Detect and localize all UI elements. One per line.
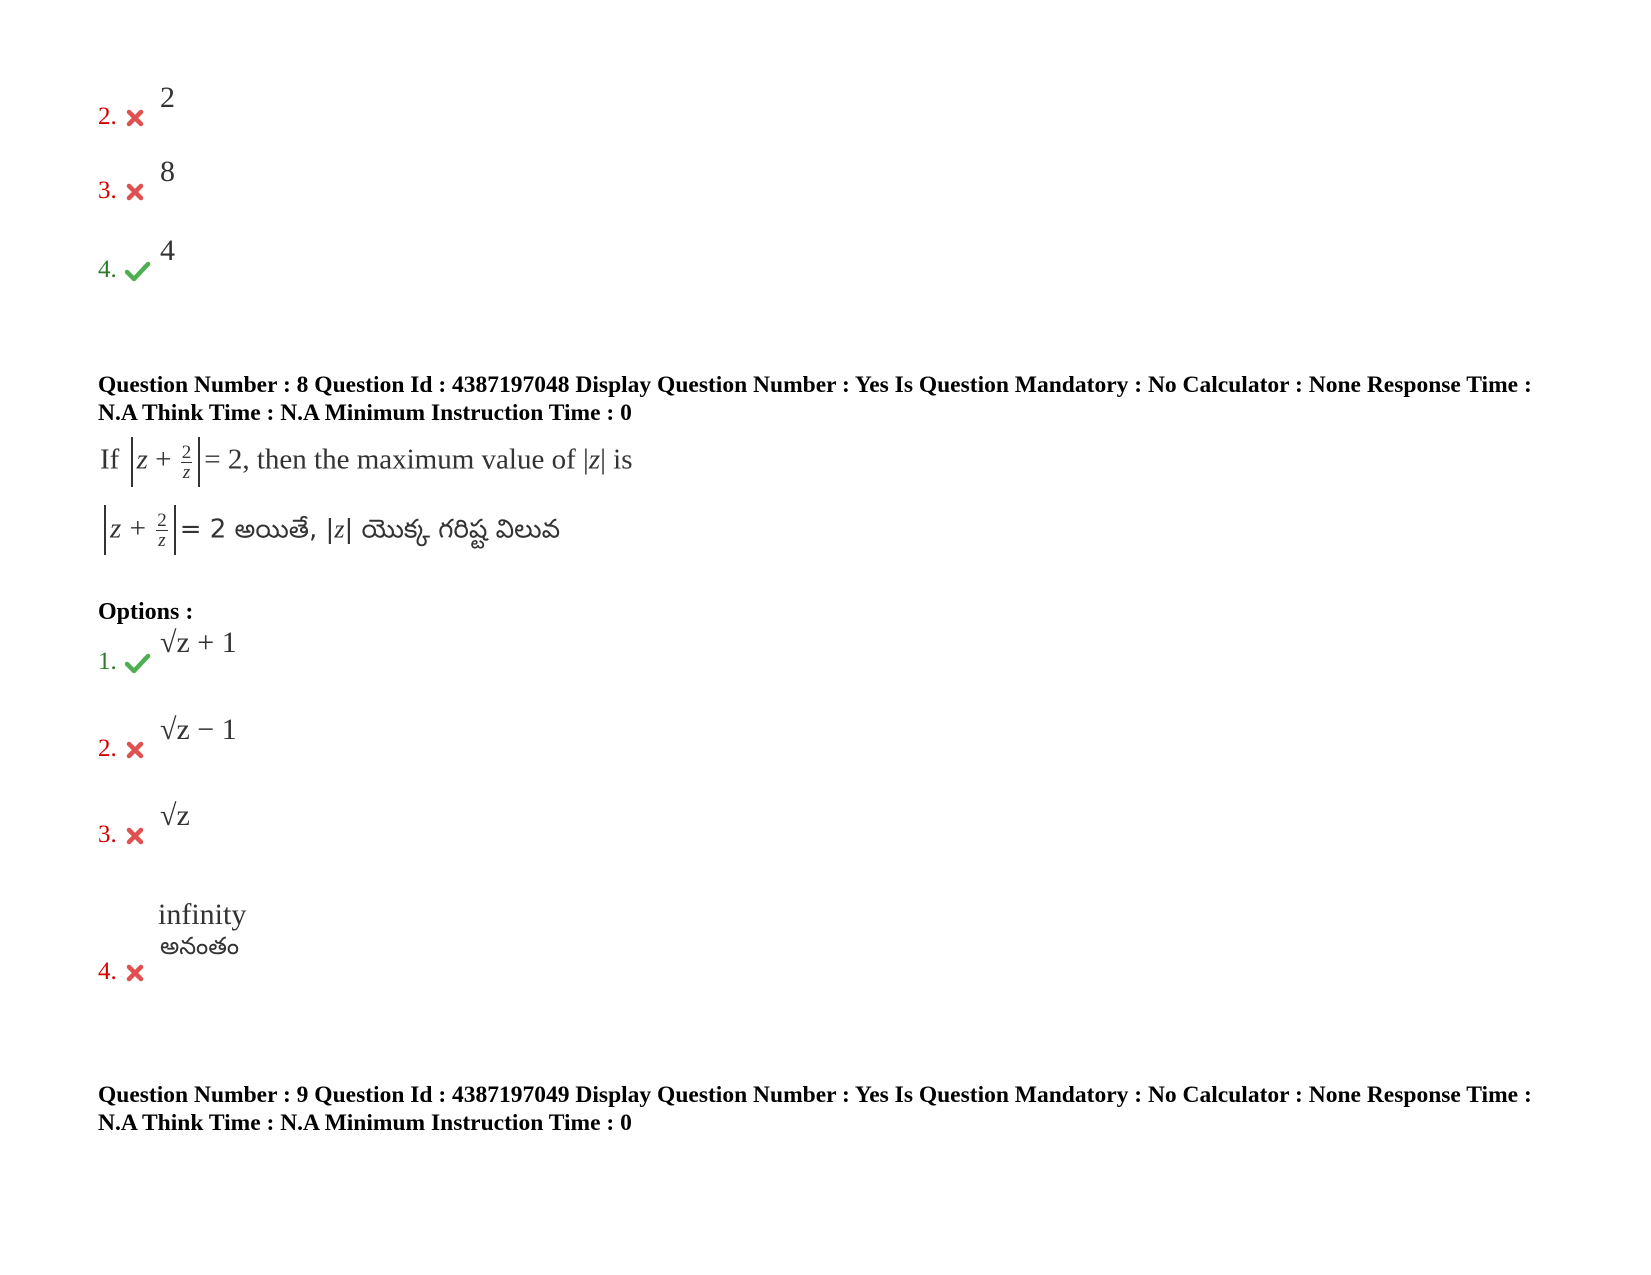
z-var: z — [110, 512, 122, 545]
q8-option-3 — [98, 799, 190, 848]
if-text: If — [100, 443, 120, 476]
q8-option-2 — [98, 713, 237, 762]
prev-option-3 — [98, 155, 175, 204]
fraction-numerator: 2 — [157, 509, 167, 531]
sqrt-symbol: √ — [160, 799, 177, 832]
fraction-numerator: 2 — [181, 441, 192, 463]
fraction-denominator: z — [158, 529, 166, 551]
prev-option-4 — [98, 234, 175, 283]
equation-rest: = 2, then the maximum value of | — [204, 443, 589, 476]
z-var: z — [136, 443, 148, 476]
question-9-header: Question Number : 9 Question Id : 4387197049 Display Question Number : Yes Is Question Mandatory : No Calculator : None Response Time : N.A Think Time : N.A Minimum Instruction Time : 0 — [98, 1082, 1532, 1136]
wrong-x-icon — [124, 107, 152, 129]
option-number: 3. — [98, 821, 117, 848]
option-value-telugu: అనంతం — [160, 932, 240, 960]
q8-option-4 — [98, 932, 240, 985]
abs-bar-right — [198, 437, 200, 487]
question-8-telugu — [100, 505, 560, 555]
abs-bar-left — [104, 505, 106, 555]
option-value: 8 — [160, 155, 175, 188]
fraction — [181, 443, 193, 482]
z-var: z — [334, 514, 345, 544]
radicand: z — [176, 626, 190, 659]
sqrt-symbol: √ — [160, 713, 177, 746]
wrong-x-icon — [124, 739, 152, 761]
option-value: 4 — [160, 234, 175, 267]
equation-rest: = 2 అయితే, | — [179, 514, 335, 545]
fraction-denominator: z — [182, 461, 191, 483]
wrong-x-icon — [124, 962, 152, 984]
option-number: 4. — [98, 256, 117, 283]
option-number: 3. — [98, 177, 117, 204]
option-number: 4. — [98, 958, 117, 985]
correct-check-icon — [124, 652, 152, 674]
plus-sign: + — [129, 512, 146, 545]
option-number: 1. — [98, 648, 117, 675]
wrong-x-icon — [124, 181, 152, 203]
q8-option-1 — [98, 626, 237, 675]
option-value — [160, 713, 237, 747]
options-label: Options : — [98, 599, 194, 625]
abs-bar-left — [131, 437, 133, 487]
option-number: 2. — [98, 103, 117, 130]
fraction — [156, 511, 168, 550]
abs-bar-right — [174, 505, 176, 555]
option-value — [160, 799, 190, 833]
correct-check-icon — [124, 260, 152, 282]
radicand: z — [176, 713, 190, 746]
option-rest: − 1 — [189, 713, 237, 746]
sqrt-symbol: √ — [160, 626, 177, 659]
question-end: | is — [600, 443, 633, 476]
question-8-header: Question Number : 8 Question Id : 4387197048 Display Question Number : Yes Is Question Mandatory : No Calculator : None Response Time : N.A Think Time : N.A Minimum Instruction Time : 0 — [98, 372, 1532, 426]
wrong-x-icon — [124, 825, 152, 847]
question-8-english — [100, 437, 633, 487]
q8-option-4-english: infinity — [158, 898, 247, 931]
z-var: z — [588, 443, 601, 476]
plus-sign: + — [155, 443, 172, 476]
option-value: 2 — [160, 81, 175, 114]
option-rest: + 1 — [189, 626, 237, 659]
option-value — [160, 626, 237, 660]
prev-option-2 — [98, 81, 175, 130]
option-number: 2. — [98, 735, 117, 762]
radicand: z — [176, 799, 190, 832]
question-end: | యొక్క గరిష్ట విలువ — [344, 514, 561, 545]
